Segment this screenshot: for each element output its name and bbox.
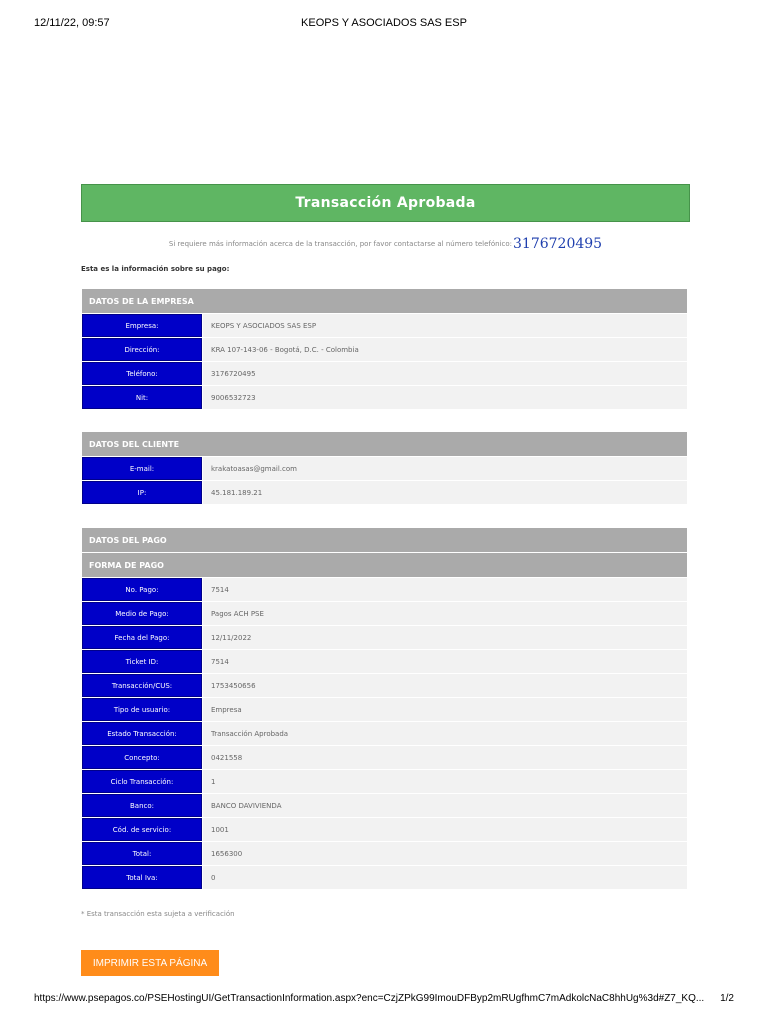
row-value: Pagos ACH PSE — [203, 602, 687, 625]
print-page-button[interactable]: IMPRIMIR ESTA PÁGINA — [81, 950, 219, 976]
table-row — [82, 650, 687, 673]
row-label: Empresa: — [82, 314, 202, 337]
row-value: Empresa — [203, 698, 687, 721]
row-label: Estado Transacción: — [82, 722, 202, 745]
company-section-header: DATOS DE LA EMPRESA — [82, 289, 687, 313]
table-row — [82, 626, 687, 649]
table-row — [82, 578, 687, 601]
row-value: KEOPS Y ASOCIADOS SAS ESP — [203, 314, 687, 337]
print-footer — [34, 993, 734, 1007]
row-value: 1001 — [203, 818, 687, 841]
payment-section-header: DATOS DEL PAGO — [82, 528, 687, 552]
table-row — [82, 674, 687, 697]
table-row — [82, 818, 687, 841]
table-row — [82, 362, 687, 385]
row-label: IP: — [82, 481, 202, 504]
table-row — [82, 746, 687, 769]
verification-note: * Esta transacción esta sujeta a verificación — [81, 910, 235, 918]
table-row — [82, 722, 687, 745]
row-value: 1753450656 — [203, 674, 687, 697]
table-row — [82, 602, 687, 625]
status-banner: Transacción Aprobada — [81, 184, 690, 222]
contact-line — [81, 236, 690, 254]
row-label: Dirección: — [82, 338, 202, 361]
print-header — [34, 17, 734, 31]
payment-method-header: FORMA DE PAGO — [82, 553, 687, 577]
page-number: 1/2 — [720, 993, 734, 1004]
row-label: Total Iva: — [82, 866, 202, 889]
row-value: 12/11/2022 — [203, 626, 687, 649]
contact-text: Si requiere más información acerca de la transacción, por favor contactarse al número telefónico: — [168, 240, 512, 248]
row-value: 7514 — [203, 650, 687, 673]
row-label: Ticket ID: — [82, 650, 202, 673]
row-label: Concepto: — [82, 746, 202, 769]
row-label: Transacción/CUS: — [82, 674, 202, 697]
row-value: Transacción Aprobada — [203, 722, 687, 745]
row-label: Ciclo Transacción: — [82, 770, 202, 793]
row-value: 1656300 — [203, 842, 687, 865]
row-value: 3176720495 — [203, 362, 687, 385]
table-row — [82, 866, 687, 889]
row-value: 0421558 — [203, 746, 687, 769]
row-value: krakatoasas@gmail.com — [203, 457, 687, 480]
client-section — [82, 432, 687, 505]
row-label: Fecha del Pago: — [82, 626, 202, 649]
table-row — [82, 842, 687, 865]
table-row — [82, 698, 687, 721]
table-row — [82, 794, 687, 817]
payment-section — [82, 528, 687, 890]
row-value: 0 — [203, 866, 687, 889]
company-section — [82, 289, 687, 410]
info-title: Esta es la información sobre su pago: — [81, 265, 230, 273]
row-label: Tipo de usuario: — [82, 698, 202, 721]
table-row — [82, 457, 687, 480]
row-value: 9006532723 — [203, 386, 687, 409]
table-row — [82, 338, 687, 361]
row-label: Banco: — [82, 794, 202, 817]
row-label: Nit: — [82, 386, 202, 409]
row-value: BANCO DAVIVIENDA — [203, 794, 687, 817]
table-row — [82, 770, 687, 793]
client-section-header: DATOS DEL CLIENTE — [82, 432, 687, 456]
table-row — [82, 481, 687, 504]
row-label: Cód. de servicio: — [82, 818, 202, 841]
row-label: Teléfono: — [82, 362, 202, 385]
contact-phone: 3176720495 — [513, 236, 603, 252]
row-label: Medio de Pago: — [82, 602, 202, 625]
table-row — [82, 386, 687, 409]
row-value: KRA 107-143-06 - Bogotá, D.C. - Colombia — [203, 338, 687, 361]
page-url: https://www.psepagos.co/PSEHostingUI/GetTransactionInformation.aspx?enc=CzjZPkG99ImouDFByp2mRUgfhmC7mAdkolcNaC8hhUg%3d#Z7_KQ... — [34, 993, 705, 1004]
print-title: KEOPS Y ASOCIADOS SAS ESP — [301, 17, 467, 29]
row-label: E-mail: — [82, 457, 202, 480]
row-value: 1 — [203, 770, 687, 793]
row-value: 45.181.189.21 — [203, 481, 687, 504]
print-date: 12/11/22, 09:57 — [34, 17, 110, 29]
table-row — [82, 314, 687, 337]
row-label: No. Pago: — [82, 578, 202, 601]
row-label: Total: — [82, 842, 202, 865]
row-value: 7514 — [203, 578, 687, 601]
